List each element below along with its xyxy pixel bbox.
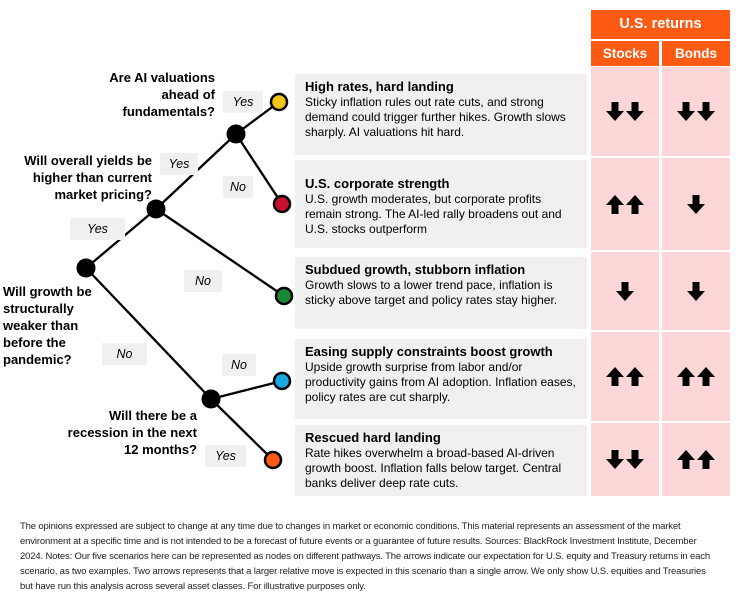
bonds-cell (662, 158, 730, 250)
arrow-up-icon (626, 367, 644, 386)
question-yields: Will overall yields be higher than current market pricing? (24, 153, 152, 202)
arrow-down-icon (606, 102, 624, 121)
answer-growth-no: No (102, 343, 147, 365)
bonds-arrows-icon (676, 102, 716, 121)
bonds-arrows-icon (686, 195, 706, 214)
scenario-description: Growth slows to a lower trend pace, inflation is sticky above target and policy rates stay higher. (305, 278, 558, 307)
scenario-description: Sticky inflation rules out rate cuts, and strong demand could trigger further hikes. Growth slows sharply. AI valuations hit hard. (305, 95, 566, 139)
stocks-arrows-icon (605, 450, 645, 469)
stocks-cell (591, 67, 659, 156)
stocks-cell (591, 332, 659, 421)
bonds-arrows-icon (676, 367, 716, 386)
answer-yields-yes: Yes (160, 153, 198, 175)
scenario-card (295, 160, 587, 248)
stocks-arrows-icon (615, 282, 635, 301)
scenario-description: U.S. growth moderates, but corporate profits remain strong. The AI-led rally broadens out and U.S. stocks outperform (305, 192, 562, 236)
arrow-down-icon (687, 282, 705, 301)
stocks-arrows-icon (605, 367, 645, 386)
scenario-card (295, 257, 587, 329)
arrow-down-icon (626, 102, 644, 121)
scenario-dot-5 (265, 452, 281, 468)
stocks-cell (591, 252, 659, 330)
bonds-arrows-icon (686, 282, 706, 301)
answer-yields-no: No (184, 270, 222, 292)
scenario-card (295, 74, 587, 155)
recession-node (202, 390, 221, 409)
ai-node (227, 125, 246, 144)
answer-ai-yes: Yes (223, 91, 263, 113)
arrow-down-icon (687, 195, 705, 214)
bonds-arrows-icon (676, 450, 716, 469)
scenario-dot-3 (276, 288, 292, 304)
arrow-down-icon (616, 282, 634, 301)
bonds-cell (662, 332, 730, 421)
stocks-header: Stocks (591, 41, 659, 66)
arrow-up-icon (626, 195, 644, 214)
arrow-down-icon (697, 102, 715, 121)
bonds-cell (662, 67, 730, 156)
question-growth: Will growth be structurally weaker than before the pandemic? (3, 284, 92, 367)
root-node (77, 259, 96, 278)
scenario-dot-2 (274, 196, 290, 212)
arrow-down-icon (677, 102, 695, 121)
arrow-down-icon (626, 450, 644, 469)
stocks-cell (591, 423, 659, 496)
stocks-arrows-icon (605, 195, 645, 214)
scenario-title: U.S. corporate strength (305, 176, 450, 191)
scenario-title: Subdued growth, stubborn inflation (305, 262, 526, 277)
stocks-cell (591, 158, 659, 250)
answer-ai-no: No (223, 176, 253, 198)
arrow-down-icon (606, 450, 624, 469)
arrow-up-icon (697, 450, 715, 469)
bonds-cell (662, 423, 730, 496)
scenario-title: High rates, hard landing (305, 79, 454, 94)
answer-growth-yes: Yes (70, 218, 125, 240)
bonds-cell (662, 252, 730, 330)
us-returns-header: U.S. returns (591, 10, 730, 39)
question-ai-valuations: Are AI valuations ahead of fundamentals? (109, 70, 215, 119)
arrow-up-icon (606, 195, 624, 214)
scenario-title: Rescued hard landing (305, 430, 441, 445)
scenario-dot-4 (274, 373, 290, 389)
arrow-up-icon (606, 367, 624, 386)
answer-recession-yes: Yes (205, 445, 246, 467)
scenario-dot-1 (271, 94, 287, 110)
scenario-description: Rate hikes overwhelm a broad-based AI-driven growth boost. Inflation falls below target. Central banks deliver deep rate cuts. (305, 446, 562, 490)
scenario-card (295, 425, 587, 496)
answer-recession-no: No (222, 354, 256, 376)
bonds-header: Bonds (662, 41, 730, 66)
stocks-arrows-icon (605, 102, 645, 121)
question-recession: Will there be a recession in the next 12 months? (67, 408, 197, 457)
scenario-description: Upside growth surprise from labor and/or productivity gains from AI adoption. Inflation eases, policy rates are cut sharply. (305, 360, 576, 404)
arrow-up-icon (677, 450, 695, 469)
scenario-card (295, 339, 587, 419)
footer-disclaimer: The opinions expressed are subject to change at any time due to changes in market or economic conditions. This material represents an assessment of the market environment at a specific time and is not intended to be a forecast of future events or a guarantee of future results. Sources: BlackRock Investment Institute, December 2024. Notes: Our five scenarios here can be represented as nodes on different pathways. The arrows indicate our expectation for U.S. equity and Treasury returns in each scenario, as two examples. Two arrows represents that a larger relative move is expected in this scenario than a single arrow. We only show U.S. equities and Treasuries but have run this analysis across several asset classes. For illustrative purposes only. (20, 521, 710, 592)
scenario-title: Easing supply constraints boost growth (305, 344, 553, 359)
arrow-up-icon (697, 367, 715, 386)
arrow-up-icon (677, 367, 695, 386)
